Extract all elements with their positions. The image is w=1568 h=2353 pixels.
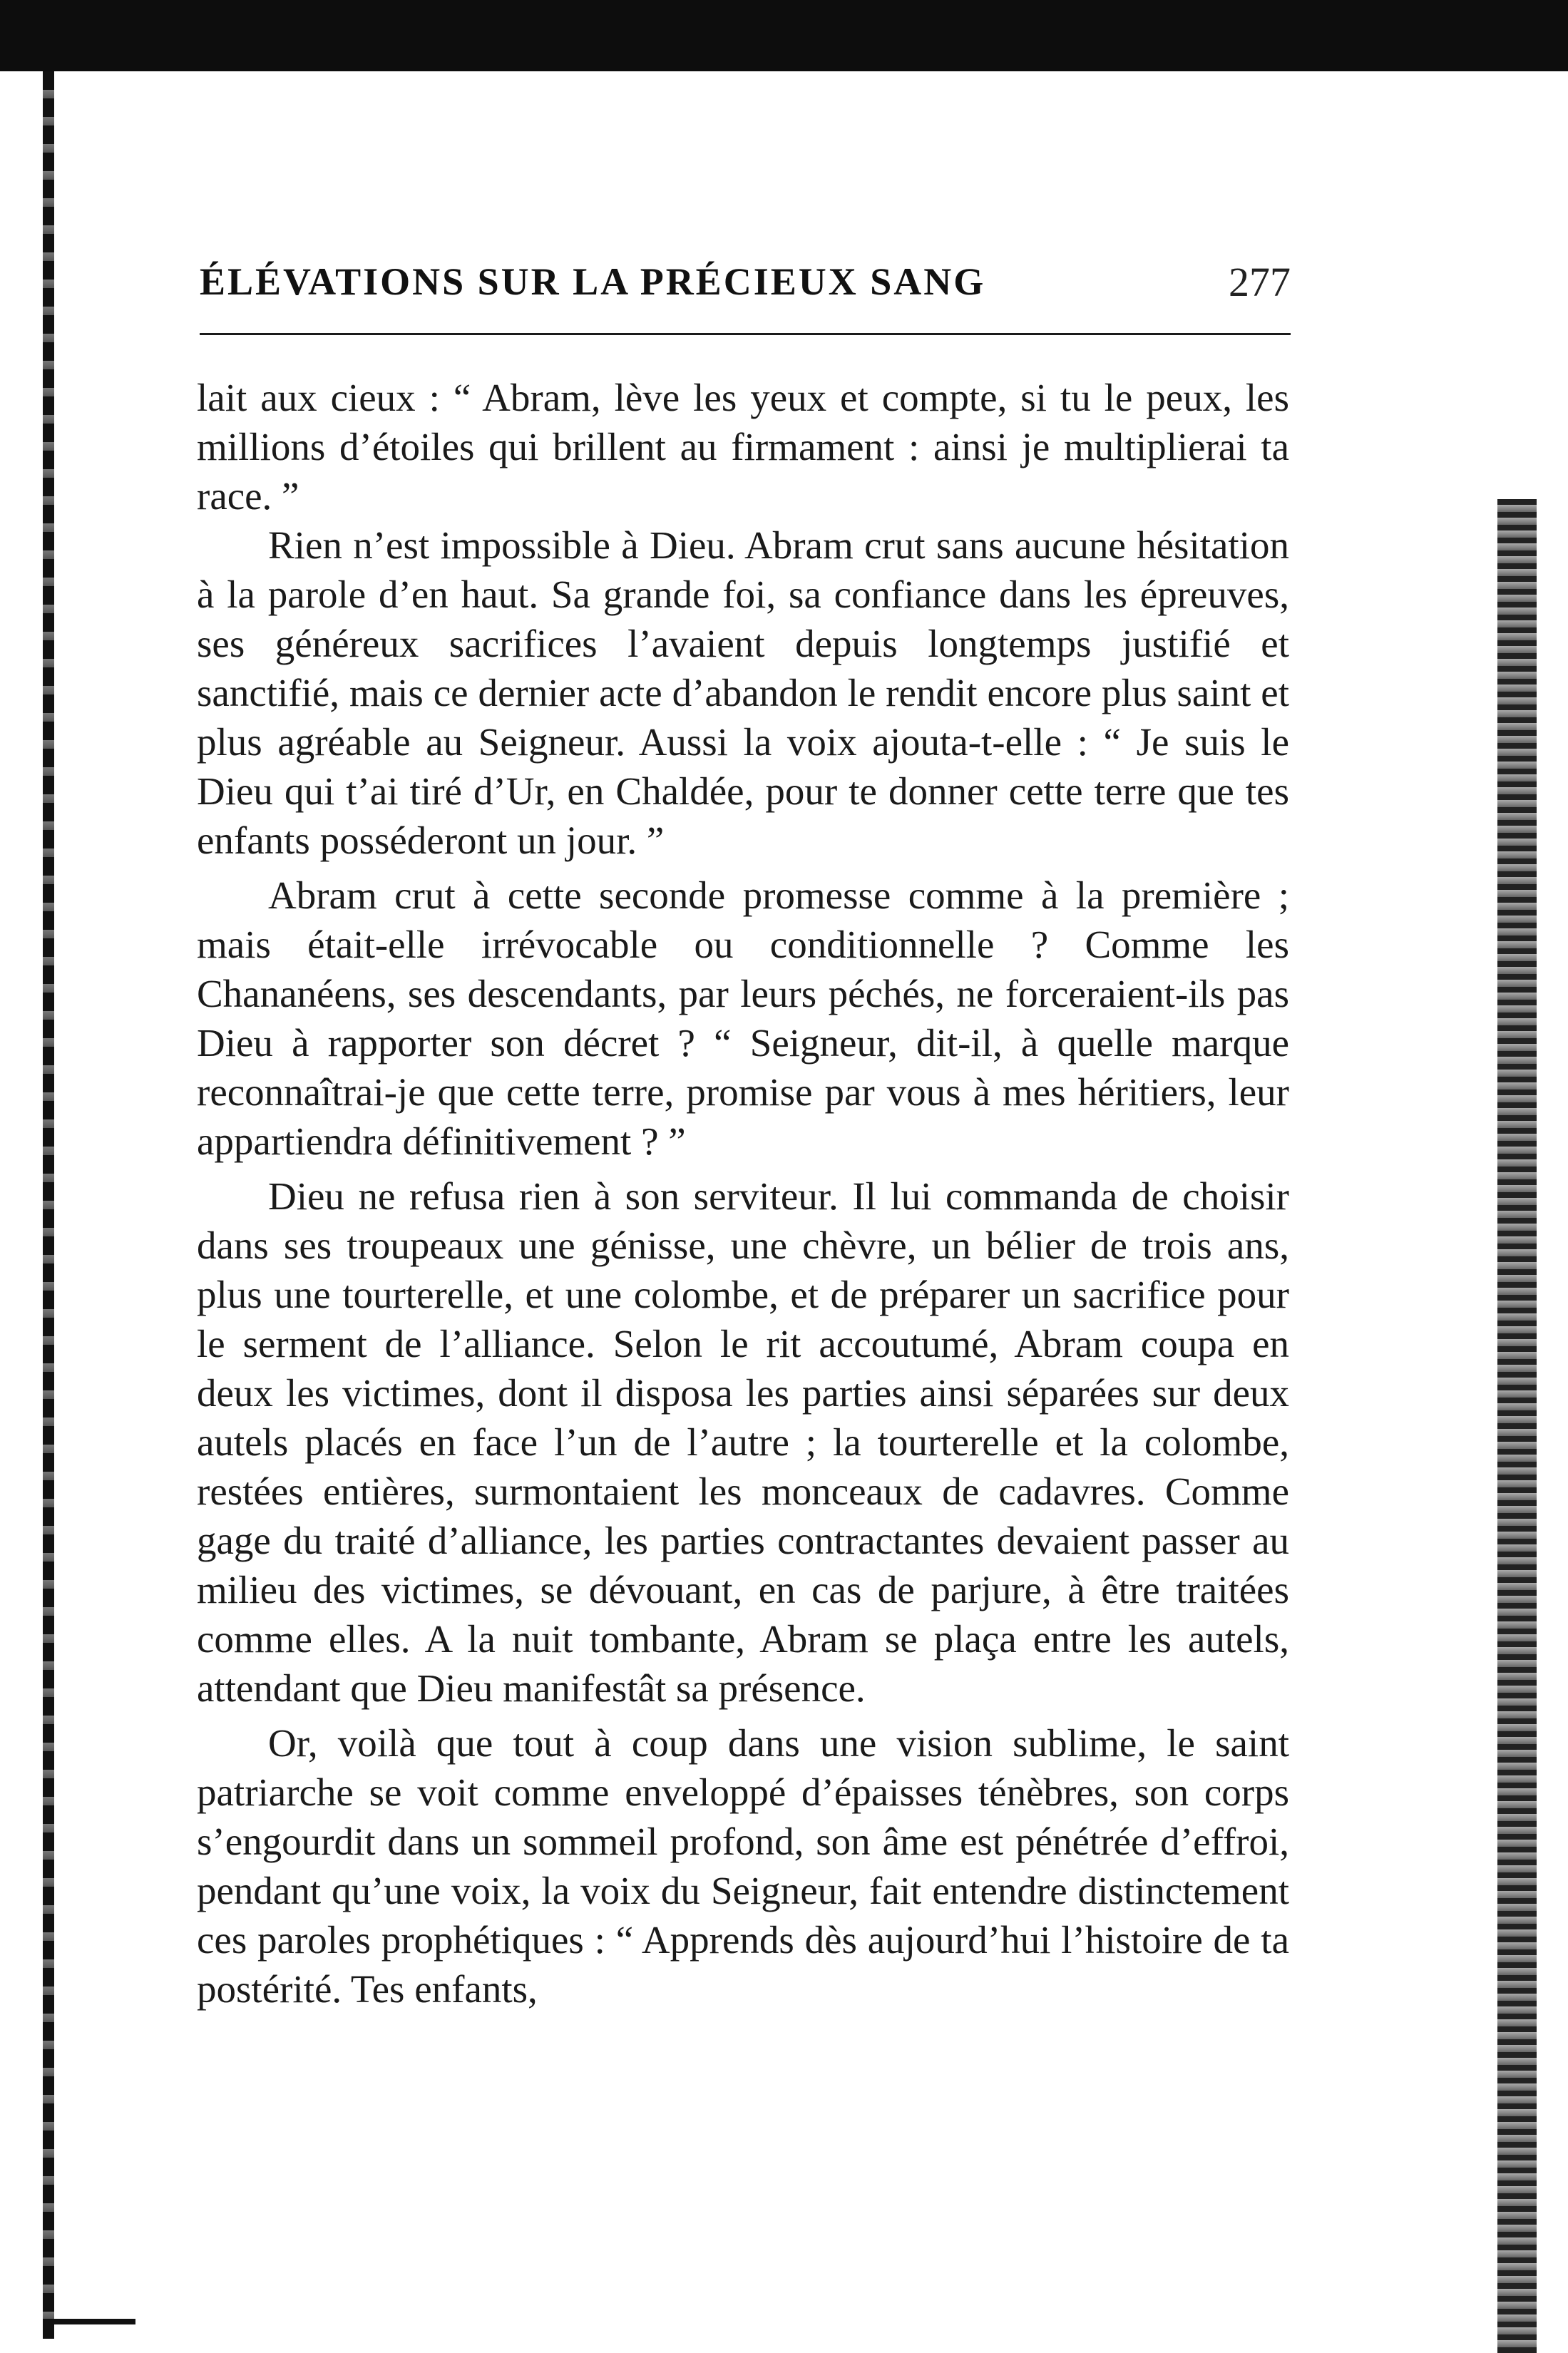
paragraph: lait aux cieux : “ Abram, lève les yeux et compte, si tu le peux, les millions d’étoiles qui brillent au firmament : ainsi je multiplierai ta race. ” [197,376,1289,518]
paragraph: Or, voilà que tout à coup dans une vision sublime, le saint patriarche se voit comme enveloppé d’épaisses ténèbres, son corps s’engourdit dans un sommeil profond, son âme est pénétrée d’effroi, pendant qu’une voix, la voix du Seigneur, fait entendre distinctement ces paroles prophétiques : “ Apprends dès aujourd’hui l’histoire de ta postérité. Tes enfants, [197,1721,1289,2011]
scan-left-edge [43,71,54,2339]
body-text [197,373,1289,2014]
page-number: 277 [1229,258,1291,305]
scan-right-edge [1497,499,1537,2353]
paragraph: Dieu ne refusa rien à son serviteur. Il lui commanda de choisir dans ses troupeaux une génisse, une chèvre, un bélier de trois ans, plus une tourterelle, et une colombe, et de préparer un sacrifice pour le serment de l’alliance. Selon le rit accoutumé, Abram coupa en deux les victimes, dont il disposa les parties ainsi séparées sur deux autels placés en face l’un de l’autre ; la tourterelle et la colombe, restées entières, surmontaient les monceaux de cadavres. Comme gage du traité d’alliance, les parties contractantes devaient passer au milieu des victimes, se dévouant, en cas de parjure, à être traitées comme elles. A la nuit tombante, Abram se plaça entre les autels, attendant que Dieu manifestât sa présence. [197,1174,1289,1710]
running-title: ÉLÉVATIONS SUR LA PRÉCIEUX SANG [200,260,986,303]
paragraph: Rien n’est impossible à Dieu. Abram crut sans aucune hésitation à la parole d’en haut. Sa grande foi, sa confiance dans les épreuves, ses généreux sacrifices l’avaient depuis longtemps justifié et sanctifié, mais ce dernier acte d’abandon le rendit encore plus saint et plus agréable au Seigneur. Aussi la voix ajouta-t-elle : “ Je suis le Dieu qui t’ai tiré d’Ur, en Chaldée, pour te donner cette terre que tes enfants posséderont un jour. ” [197,523,1289,862]
scan-top-edge [0,0,1568,71]
scan-left-edge-foot [43,2319,135,2324]
page-header [200,253,1291,310]
paragraph: Abram crut à cette seconde promesse comme à la première ; mais était-elle irrévocable ou conditionnelle ? Comme les Chananéens, ses descendants, par leurs péchés, ne forceraient-ils pas Dieu à rapporter son décret ? “ Seigneur, dit-il, à quelle marque reconnaîtrai-je que cette terre, promise par vous à mes héritiers, leur appartiendra définitivement ? ” [197,873,1289,1163]
header-rule [200,333,1291,335]
